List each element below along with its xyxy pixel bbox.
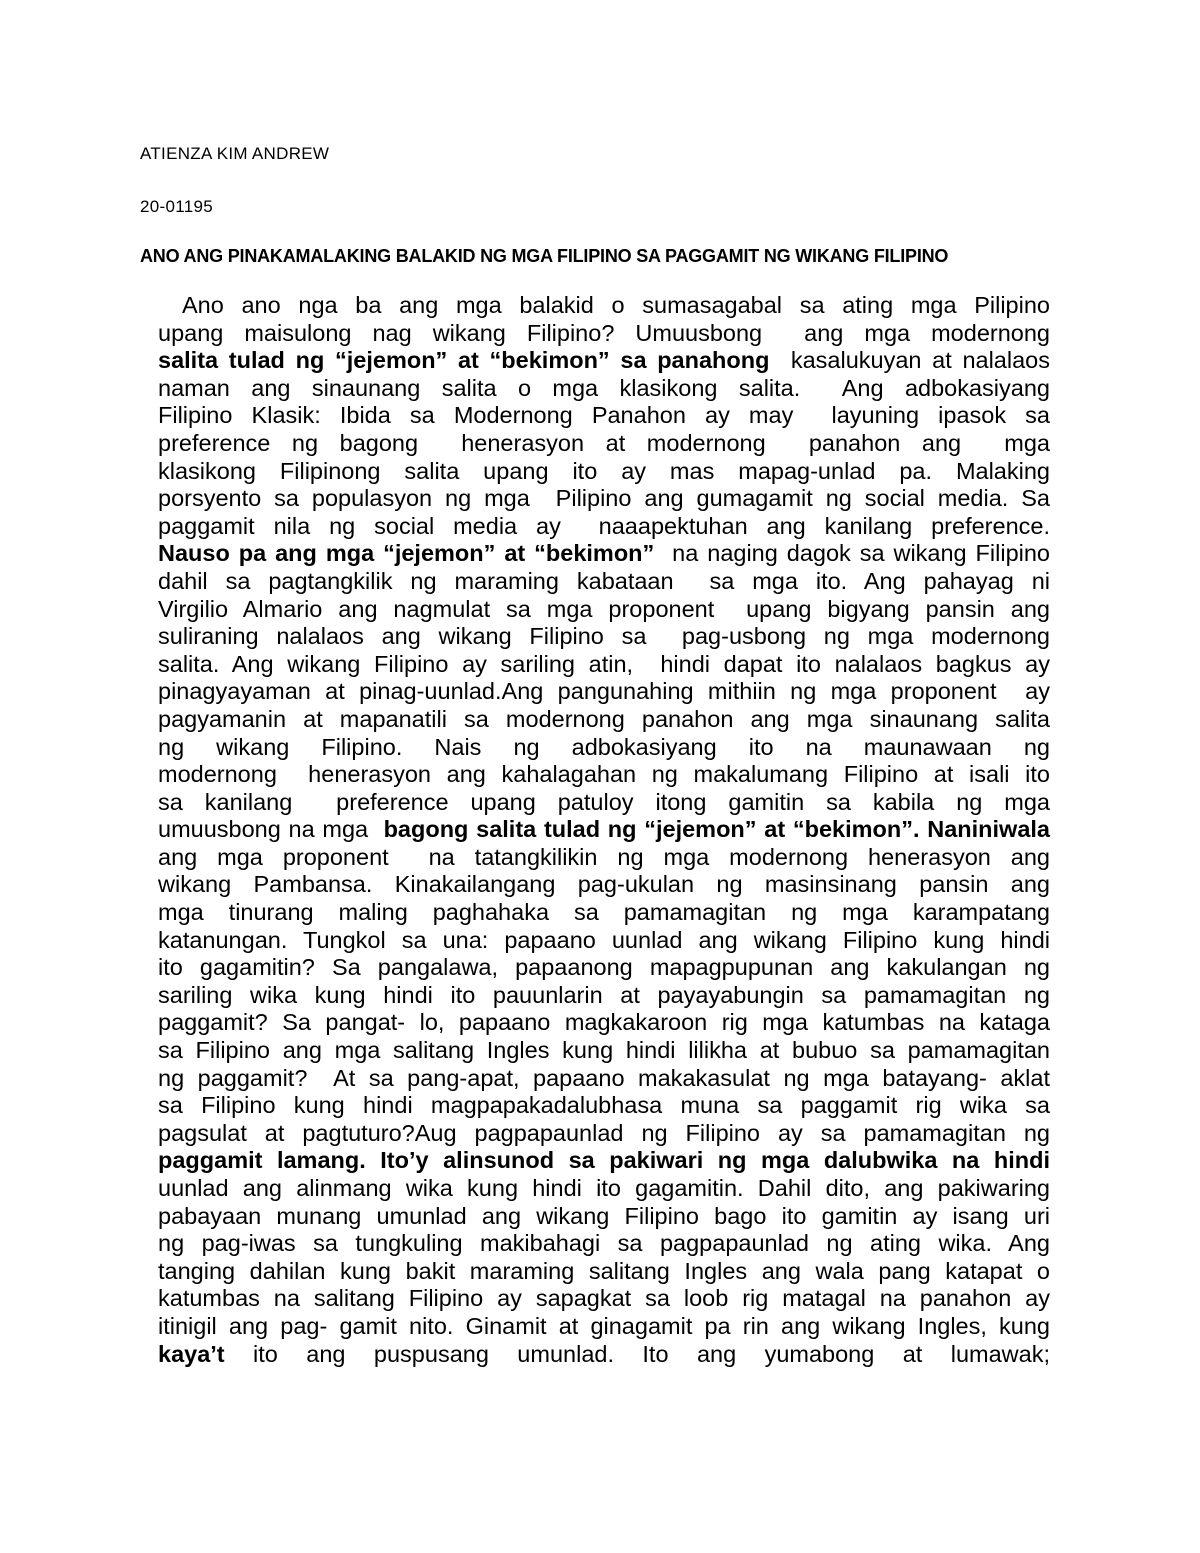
body-line [158,982,1050,1010]
body-line [158,1203,1050,1231]
body-line [158,871,1050,899]
body-line [158,1230,1050,1258]
text-run: salita. Ang wikang Filipino ay sariling atin, hindi dapat ito nalalaos bagkus ay [158,650,1050,677]
body-line [158,651,1050,679]
text-run: kasalukuyan at nalalaos [769,347,1050,374]
body-line [158,375,1050,403]
text-run: paggamit? Sa pangat- lo, papaano magkakaroon rig mga katumbas na kataga [158,1009,1050,1036]
text-run: ng paggamit? At sa pang-apat, papaano makakasulat ng mga batayang- aklat [158,1064,1050,1091]
body-line [158,568,1050,596]
bold-text-run: salita tulad ng “jejemon” at “bekimon” sa panahong [158,347,770,374]
text-run: paggamit nila ng social media ay naaapektuhan ang kanilang preference. [158,512,1050,539]
text-run: porsyento sa populasyon ng mga Pilipino ang gumagamit ng social media. Sa [158,485,1050,512]
essay-title: ANO ANG PINAKAMALAKING BALAKID NG MGA FILIPINO SA PAGGAMIT NG WIKANG FILIPINO [140,246,949,266]
text-run: ang mga proponent na tatangkilikin ng mga modernong henerasyon ang [158,843,1050,870]
body-line [158,1258,1050,1286]
body-line [158,320,1050,348]
text-run: sa Filipino ang mga salitang Ingles kung hindi lilikha at bubuo sa pamamagitan [158,1037,1050,1064]
body-line [158,458,1050,486]
body-line [158,1092,1050,1120]
body-line [158,402,1050,430]
body-line [158,1341,1050,1369]
body-line [158,734,1050,762]
body-line [158,1120,1050,1148]
text-run: pagsulat at pagtuturo?Aug pagpapaunlad ng Filipino ay sa pamamagitan ng [158,1119,1050,1146]
bold-text-run: Nauso pa ang mga “jejemon” at “bekimon” [158,540,655,567]
body-line [158,1065,1050,1093]
text-run: Virgilio Almario ang nagmulat sa mga proponent upang bigyang pansin ang [158,595,1050,622]
text-run: klasikong Filipinong salita upang ito ay mas mapag-unlad pa. Malaking [158,457,1050,484]
body-line [158,816,1050,844]
text-run: sa kanilang preference upang patuloy itong gamitin sa kabila ng mga [158,788,1050,815]
body-line [158,706,1050,734]
text-run: pagyamanin at mapanatili sa modernong panahon ang mga sinaunang salita [158,705,1050,732]
bold-text-run: bagong salita tulad ng “jejemon” at “bekimon”. Naniniwala [375,816,1050,843]
text-run: itinigil ang pag- gamit nito. Ginamit at ginagamit pa rin ang wikang Ingles, kung [158,1312,1050,1339]
body-line [158,623,1050,651]
text-run: upang maisulong nag wikang Filipino? Umuusbong ang mga modernong [158,319,1050,346]
bold-text-run: paggamit lamang. Ito’y alinsunod sa pakiwari ng mga dalubwika na hindi [158,1147,1050,1174]
text-run: sa Filipino kung hindi magpapakadalubhasa muna sa paggamit rig wika sa [158,1092,1050,1119]
body-line [158,1313,1050,1341]
body-line [158,789,1050,817]
text-run: ito ang puspusang umunlad. Ito ang yumabong at lumawak; [224,1340,1050,1367]
text-run: naman ang sinaunang salita o mga klasikong salita. Ang adbokasiyang [158,374,1050,401]
text-run: uunlad ang alinmang wika kung hindi ito gagamitin. Dahil dito, ang pakiwaring [158,1175,1050,1201]
text-run: mga tinurang maling paghahaka sa pamamagitan ng mga karampatang [158,899,1050,926]
essay-body [158,292,1050,1368]
body-line [158,899,1050,927]
bold-text-run: kaya’t [158,1340,225,1367]
text-run: modernong henerasyon ang kahalagahan ng makalumang Filipino at isali ito [158,761,1050,788]
body-line [158,678,1050,706]
text-run: pinagyayaman at pinag-uunlad.Ang pangunahing mithiin ng mga proponent ay [158,678,1050,705]
id-number: 20-01195 [140,197,213,216]
text-run: umuusbong na mga [158,816,376,843]
body-line [158,596,1050,624]
body-line [158,1037,1050,1065]
text-run: ito gagamitin? Sa pangalawa, papaanong mapagpupunan ang kakulangan ng [158,954,1050,981]
body-line [158,430,1050,458]
body-line [158,485,1050,513]
body-line [158,1175,1050,1203]
body-line [158,292,1050,320]
body-line [158,927,1050,955]
text-run: na naging dagok sa wikang Filipino [654,540,1051,567]
text-run: katumbas na salitang Filipino ay sapagkat sa loob rig matagal na panahon ay [158,1285,1050,1312]
text-run: ng pag-iwas sa tungkuling makibahagi sa pagpapaunlad ng ating wika. Ang [158,1230,1050,1257]
body-line [158,1147,1050,1175]
body-line [158,1009,1050,1037]
text-run: katanungan. Tungkol sa una: papaano uunlad ang wikang Filipino kung hindi [158,926,1050,953]
body-line [158,844,1050,872]
text-run: preference ng bagong henerasyon at modernong panahon ang mga [158,429,1050,456]
body-line [158,513,1050,541]
body-line [158,347,1050,375]
text-run: dahil sa pagtangkilik ng maraming kabataan sa mga ito. Ang pahayag ni [158,567,1050,594]
body-line [158,761,1050,789]
body-line [158,540,1050,568]
text-run: sariling wika kung hindi ito pauunlarin at payayabungin sa pamamagitan ng [158,981,1050,1008]
body-line [158,954,1050,982]
text-run: suliraning nalalaos ang wikang Filipino sa pag-usbong ng mga modernong [158,623,1050,650]
text-run: ng wikang Filipino. Nais ng adbokasiyang ito na maunawaan ng [158,733,1050,760]
text-run: pabayaan munang umunlad ang wikang Filipino bago ito gamitin ay isang uri [158,1202,1050,1229]
text-run: Ano ano nga ba ang mga balakid o sumasagabal sa ating mga Pilipino [182,292,1050,318]
text-run: tanging dahilan kung bakit maraming salitang Ingles ang wala pang katapat o [158,1257,1050,1284]
body-line [158,1285,1050,1313]
author-name: ATIENZA KIM ANDREW [140,144,330,163]
text-run: Filipino Klasik: Ibida sa Modernong Panahon ay may layuning ipasok sa [158,402,1050,429]
text-run: wikang Pambansa. Kinakailangang pag-ukulan ng masinsinang pansin ang [158,871,1050,898]
